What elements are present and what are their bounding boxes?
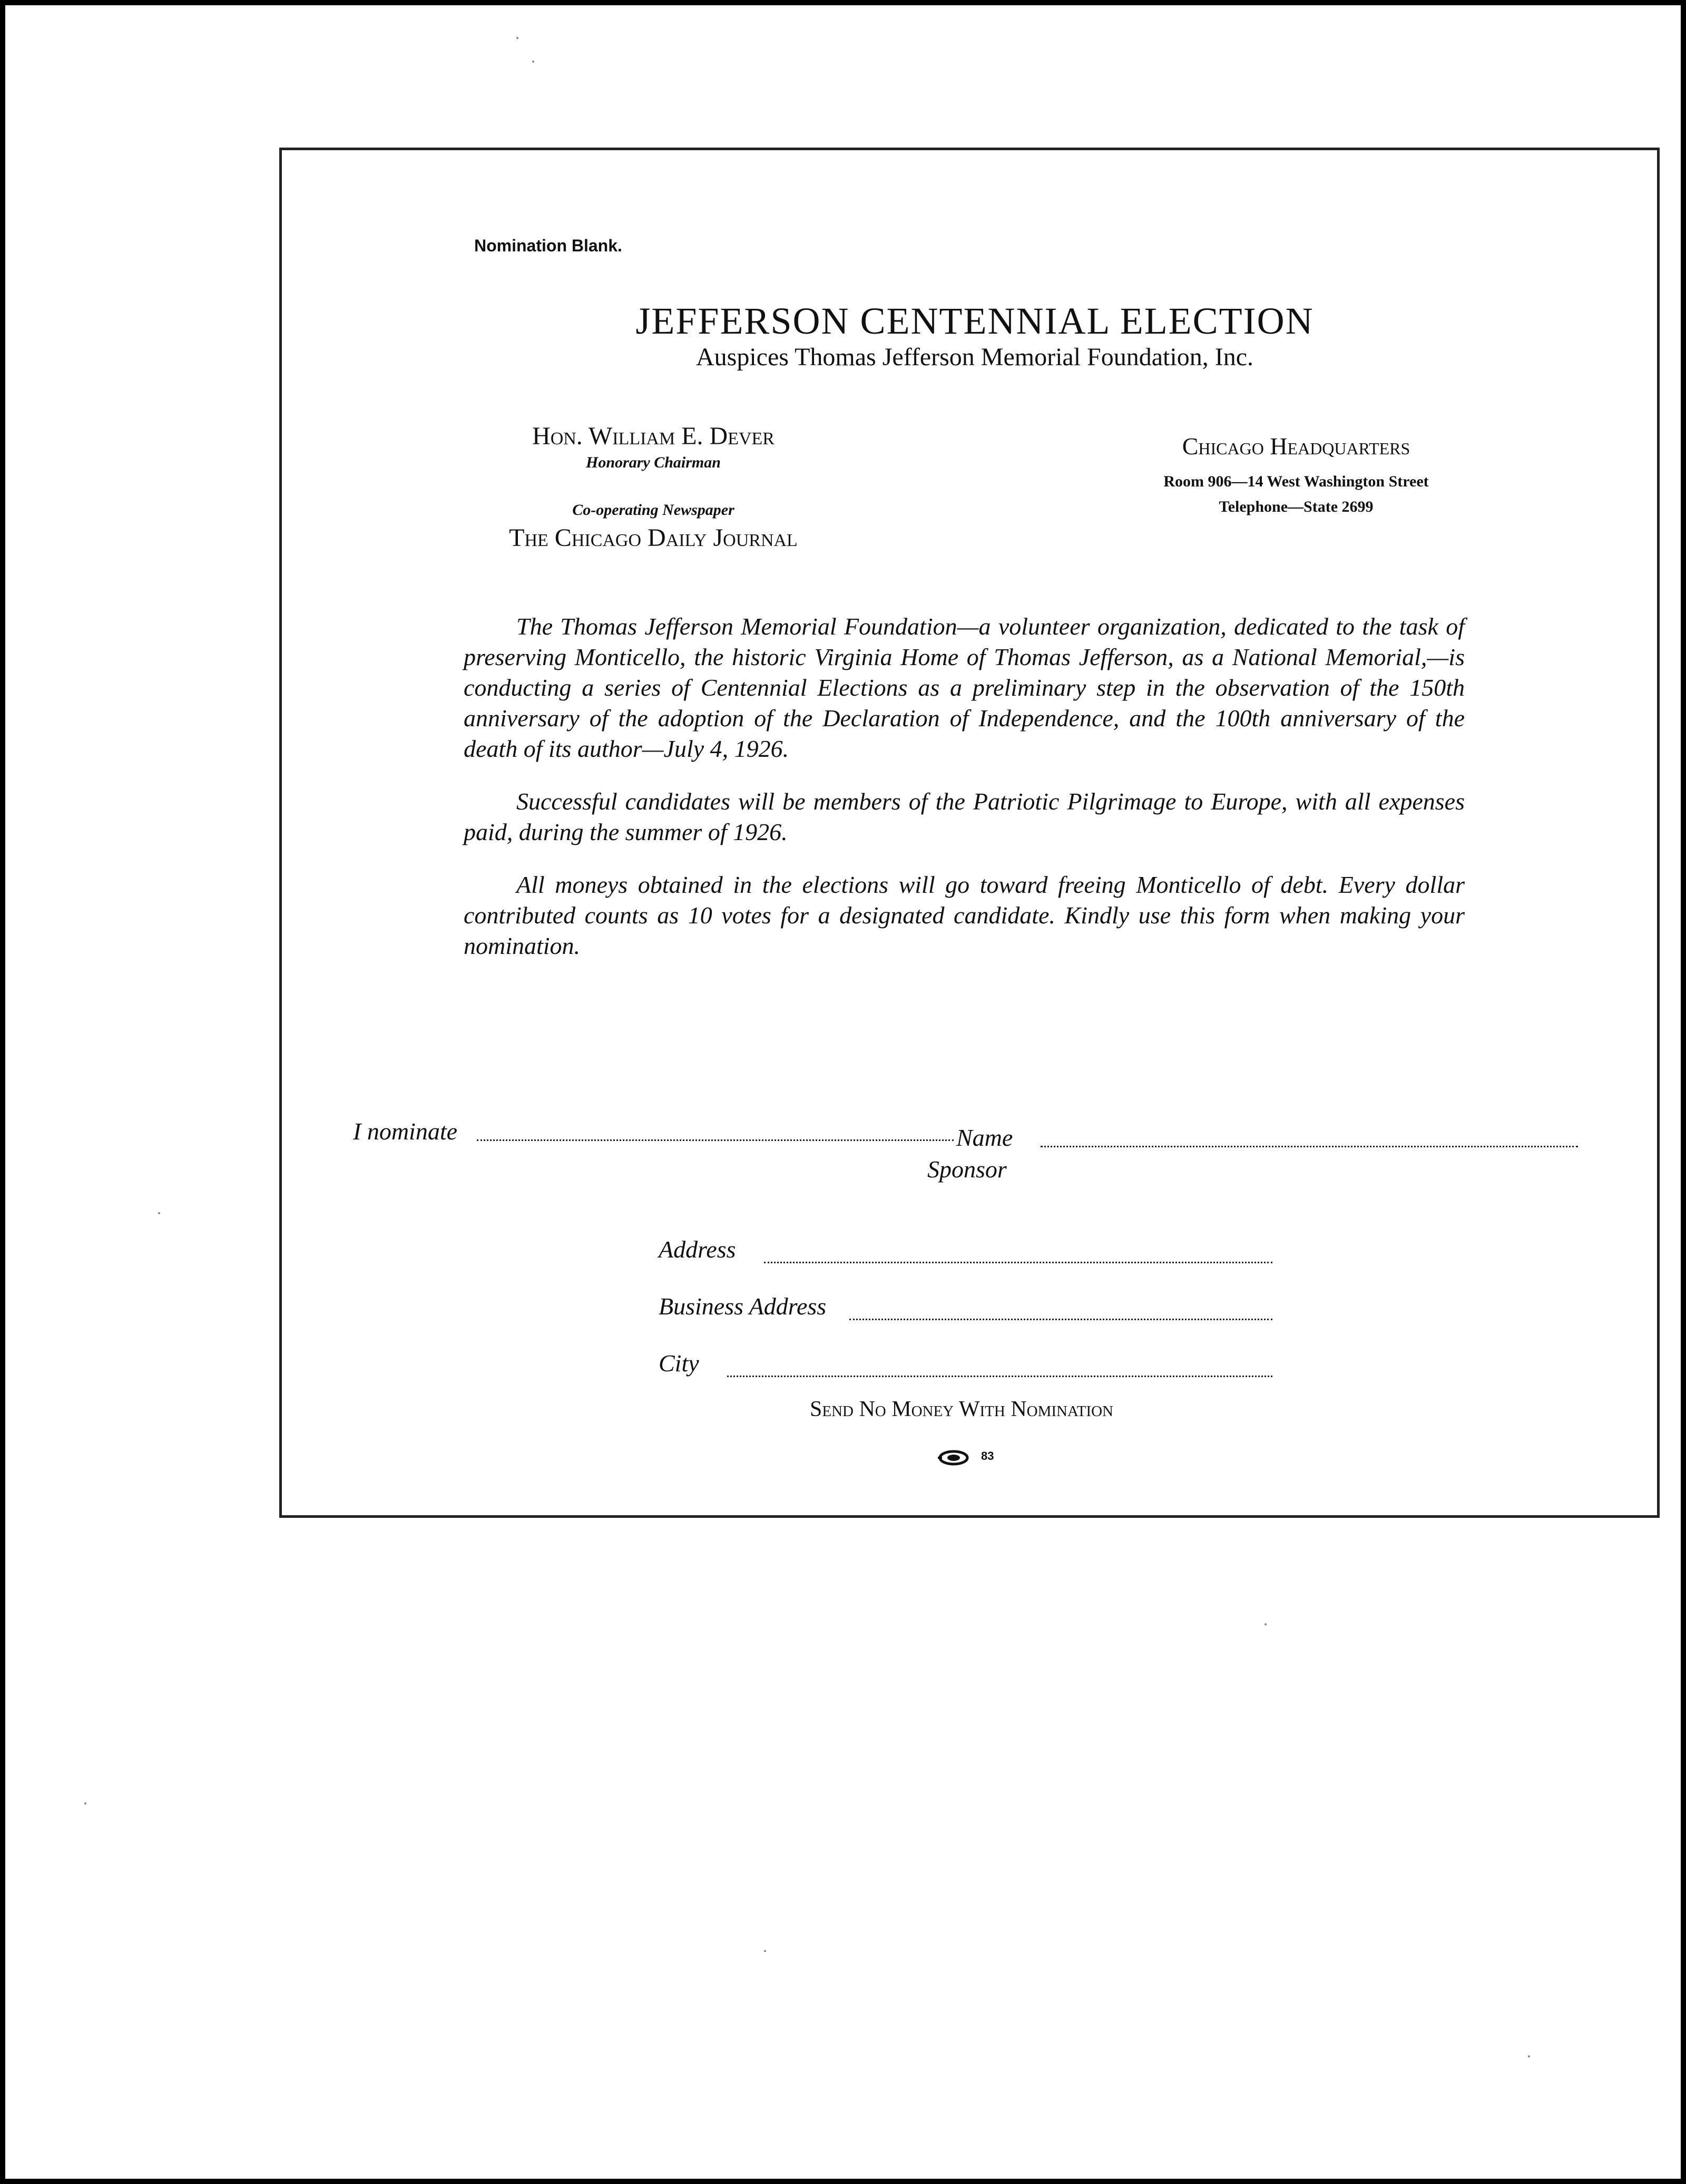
paragraph: All moneys obtained in the elections will go toward freeing Monticello of debt. Every dollar contributed counts as 10 votes for a designated candidate. Kindly use this form when making your nomination. <box>464 871 1465 959</box>
chairman-block <box>422 422 885 552</box>
form-label: Nomination Blank. <box>474 236 622 255</box>
sponsor-name-field[interactable] <box>1041 1146 1578 1147</box>
business-address-label: Business Address <box>659 1293 827 1320</box>
scan-speck <box>84 1802 86 1805</box>
scan-speck <box>532 61 534 63</box>
scan-speck <box>764 1950 766 1952</box>
paragraph: The Thomas Jefferson Memorial Foundation—a volunteer organization, dedicated to the task of preserving Monticello, the historic Virginia Home of Thomas Jefferson, as a National Memorial,—is conducting a series of Centennial Elections as a preliminary step in the observation of the 150th anniversary of the adoption of the Declaration of Independence, and the 100th anniversary of the death of its author—July 4, 1926. <box>464 613 1465 762</box>
city-label: City <box>659 1350 699 1377</box>
scan-speck <box>516 37 518 39</box>
page-title: JEFFERSON CENTENNIAL ELECTION <box>635 300 1314 342</box>
paragraph: Successful candidates will be members of the Patriotic Pilgrimage to Europe, with all expenses paid, during the summer of 1926. <box>464 788 1465 845</box>
scan-speck <box>158 1212 160 1214</box>
scan-speck <box>1264 1623 1267 1625</box>
cooperating-label: Co-operating Newspaper <box>572 501 734 519</box>
page-mark: 83 <box>981 1449 994 1462</box>
page-subtitle: Auspices Thomas Jefferson Memorial Foundation, Inc. <box>695 343 1254 371</box>
name-label: Name <box>956 1124 1013 1151</box>
sponsor-label: Sponsor <box>927 1156 1007 1183</box>
headquarters-title: Chicago Headquarters <box>1182 433 1410 460</box>
address-label: Address <box>659 1236 736 1263</box>
union-bug-icon <box>938 1448 985 1467</box>
nominate-label: I nominate <box>353 1118 458 1145</box>
scan-speck <box>1528 2055 1530 2058</box>
chairman-role: Honorary Chairman <box>586 454 721 471</box>
headquarters-telephone: Telephone—State 2699 <box>1219 498 1374 515</box>
city-field[interactable] <box>727 1376 1272 1377</box>
newspaper-name: The Chicago Daily Journal <box>509 524 798 552</box>
address-field[interactable] <box>764 1262 1272 1263</box>
headquarters-room: Room 906—14 West Washington Street <box>1163 473 1429 490</box>
body-text <box>464 611 1465 983</box>
headquarters-block <box>1096 432 1496 516</box>
nominee-field[interactable] <box>477 1139 954 1141</box>
business-address-field[interactable] <box>849 1319 1272 1320</box>
chairman-name: Hon. William E. Dever <box>532 422 775 450</box>
union-bug-mark <box>938 1448 994 1470</box>
footer-note: Send No Money With Nomination <box>810 1397 1113 1421</box>
